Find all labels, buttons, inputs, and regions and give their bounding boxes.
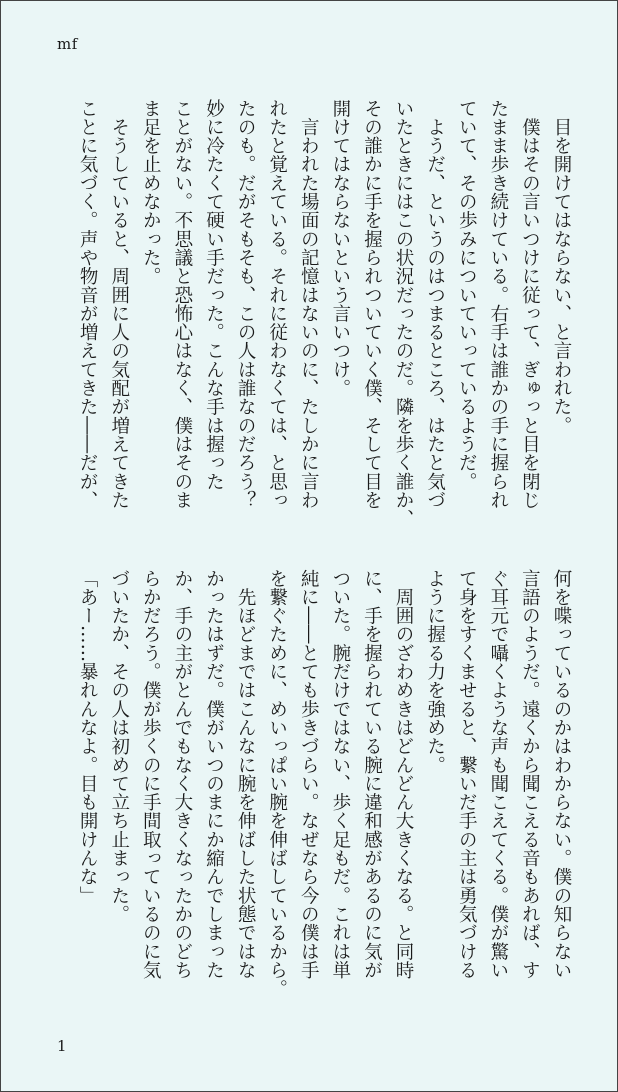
text-block-bottom (57, 569, 577, 1009)
text-line: いたときにはこの状況だったのだ。隣を歩く誰か、 (393, 99, 415, 528)
text-line: 僕はその言いつけに従って、ぎゅっと目を閉じ (519, 99, 541, 510)
text-line: その誰かに手を握られついていく僕、そして目を (361, 99, 383, 510)
text-line: れたと覚えている。それに従わなくては、と思っ (266, 99, 288, 510)
text-line: ぐ耳元で囁くような声も聞こえてくる。僕が驚い (487, 569, 509, 980)
text-line: に、手を握られている腕に違和感があるのに気が (361, 569, 383, 980)
text-line: かったはずだ。僕がいつのまにか縮んでしまった (203, 569, 225, 980)
text-line: らかだろう。僕が歩くのに手間取っているのに気 (140, 569, 162, 980)
text-line: 何を喋っているのかはわからない。僕の知らない (551, 569, 572, 980)
text-line: ついた。腕だけではない、歩く足もだ。これは単 (329, 569, 351, 980)
text-line: て身をすくませると、繋いだ手の主は勇気づける (456, 569, 478, 980)
text-line: たまま歩き続けている。右手は誰かの手に握られ (487, 99, 509, 510)
text-line: 妙に冷たくて硬い手だった。こんな手は握った (203, 99, 225, 491)
text-line: 目を開けてはならない、と言われた。 (551, 99, 572, 435)
text-line: ま足を止めなかった。 (140, 99, 162, 286)
text-line: 言われた場面の記憶はないのに、たしかに言わ (298, 99, 320, 510)
text-line: 「あー……暴れんなよ。目も開けんな」 (77, 569, 99, 905)
text-line: づいたか、その人は初めて立ち止まった。 (108, 569, 130, 924)
text-line: 周囲のざわめきはどんどん大きくなる。と同時 (393, 569, 415, 980)
text-block-top (57, 99, 577, 539)
text-line: 開けてはならないという言いつけ。 (329, 99, 351, 398)
text-line: 先ほどまではこんなに腕を伸ばした状態ではな (235, 569, 257, 980)
page-number: 1 (57, 1037, 67, 1055)
text-line: ことに気づく。声や物音が増えてきた――だが、 (77, 99, 99, 510)
text-line: を繋ぐために、めいっぱい腕を伸ばしているから。 (266, 569, 288, 998)
text-line: 言語のようだ。遠くから聞こえる音もあれば、す (519, 569, 541, 980)
text-line: か、手の主がとんでもなく大きくなったかのどち (171, 569, 193, 980)
text-line: ように握る力を強めた。 (424, 569, 446, 775)
text-line: そうしていると、周囲に人の気配が増えてきた (108, 99, 130, 510)
header-label: mf (57, 35, 78, 53)
text-line: ていて、その歩みについていっているようだ。 (456, 99, 478, 491)
text-line: 純に――とても歩きづらい。なぜなら今の僕は手 (298, 569, 320, 980)
text-line: たのも。だがそもそも、この人は誰なのだろう？ (235, 99, 257, 510)
text-line: ことがない。不思議と恐怖心はなく、僕はそのま (171, 99, 193, 510)
text-line: ようだ、というのはつまるところ、はたと気づ (424, 99, 446, 510)
